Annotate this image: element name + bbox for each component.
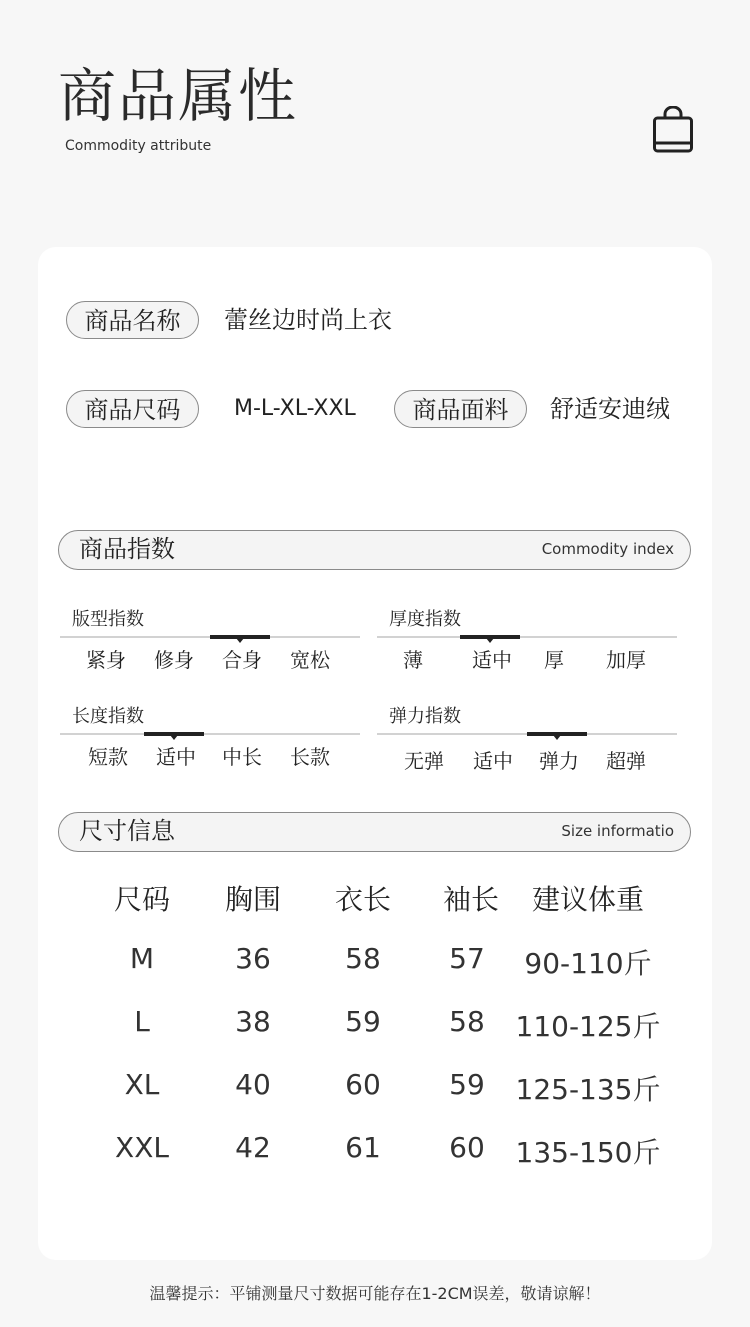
index-marker	[210, 635, 270, 639]
index-option: 紧身	[86, 648, 126, 672]
index-option: 修身	[154, 648, 194, 672]
table-cell: 60	[449, 1131, 485, 1164]
index-group-fit	[60, 608, 360, 688]
size-info-title: 尺寸信息	[79, 817, 175, 845]
commodity-index-title-en: Commodity index	[541, 540, 674, 558]
index-option: 适中	[156, 745, 196, 769]
index-option: 合身	[222, 648, 262, 672]
table-cell: 110-125斤	[515, 1010, 661, 1043]
table-cell: 135-150斤	[515, 1136, 661, 1169]
page-title: 商品属性	[58, 62, 299, 130]
index-option: 长款	[290, 745, 330, 769]
table-header-cell: 胸围	[224, 883, 281, 916]
table-header-cell: 建议体重	[531, 883, 644, 916]
index-track	[60, 733, 360, 735]
table-cell: 59	[345, 1005, 381, 1038]
table-cell: XXL	[115, 1131, 169, 1164]
product-size-label: 商品尺码	[66, 390, 199, 428]
index-label: 弹力指数	[389, 706, 461, 727]
table-cell: 57	[449, 942, 485, 975]
table-cell: M	[129, 942, 155, 975]
commodity-index-title: 商品指数	[79, 535, 175, 563]
table-cell: 58	[345, 942, 381, 975]
table-cell: 125-135斤	[515, 1073, 661, 1106]
index-option: 厚	[544, 648, 564, 672]
table-cell: 59	[449, 1068, 485, 1101]
table-cell: 42	[235, 1131, 271, 1164]
table-cell: 40	[235, 1068, 271, 1101]
index-option: 弹力	[539, 749, 579, 773]
index-option: 适中	[473, 749, 513, 773]
index-label: 长度指数	[72, 706, 144, 727]
shopping-bag-icon	[652, 106, 694, 154]
index-marker	[460, 635, 520, 639]
size-info-header	[58, 812, 691, 852]
index-group-length	[60, 705, 360, 785]
size-info-title-en: Size informatio	[561, 822, 674, 840]
index-option: 适中	[472, 648, 512, 672]
index-label: 版型指数	[72, 609, 144, 630]
product-size-value: M-L-XL-XXL	[234, 396, 356, 421]
index-option: 加厚	[606, 648, 646, 672]
index-option: 超弹	[606, 749, 646, 773]
table-cell: 90-110斤	[524, 947, 652, 980]
product-fabric-label: 商品面料	[394, 390, 527, 428]
footer-note: 温馨提示：平铺测量尺寸数据可能存在1-2CM误差，敬请谅解！	[149, 1284, 601, 1303]
product-name-label: 商品名称	[66, 301, 199, 339]
index-track	[377, 636, 677, 638]
table-header-cell: 袖长	[442, 883, 499, 916]
table-cell: L	[134, 1005, 150, 1038]
page-subtitle: Commodity attribute	[65, 138, 212, 154]
index-option: 短款	[88, 745, 128, 769]
table-header-cell: 衣长	[334, 883, 391, 916]
index-option: 中长	[222, 745, 262, 769]
table-cell: 38	[235, 1005, 271, 1038]
table-cell: XL	[124, 1068, 160, 1101]
table-cell: 36	[235, 942, 271, 975]
commodity-index-header	[58, 530, 691, 570]
table-cell: 61	[345, 1131, 381, 1164]
table-cell: 58	[449, 1005, 485, 1038]
index-option: 宽松	[290, 648, 330, 672]
index-group-elasticity	[377, 705, 677, 785]
product-fabric-value: 舒适安迪绒	[550, 395, 670, 423]
table-header-cell: 尺码	[113, 883, 170, 916]
index-group-thickness	[377, 608, 677, 688]
product-name-value: 蕾丝边时尚上衣	[224, 306, 392, 334]
index-marker	[144, 732, 204, 736]
table-cell: 60	[345, 1068, 381, 1101]
index-marker	[527, 732, 587, 736]
index-option: 薄	[403, 648, 423, 672]
index-option: 无弹	[404, 749, 444, 773]
index-label: 厚度指数	[389, 609, 461, 630]
